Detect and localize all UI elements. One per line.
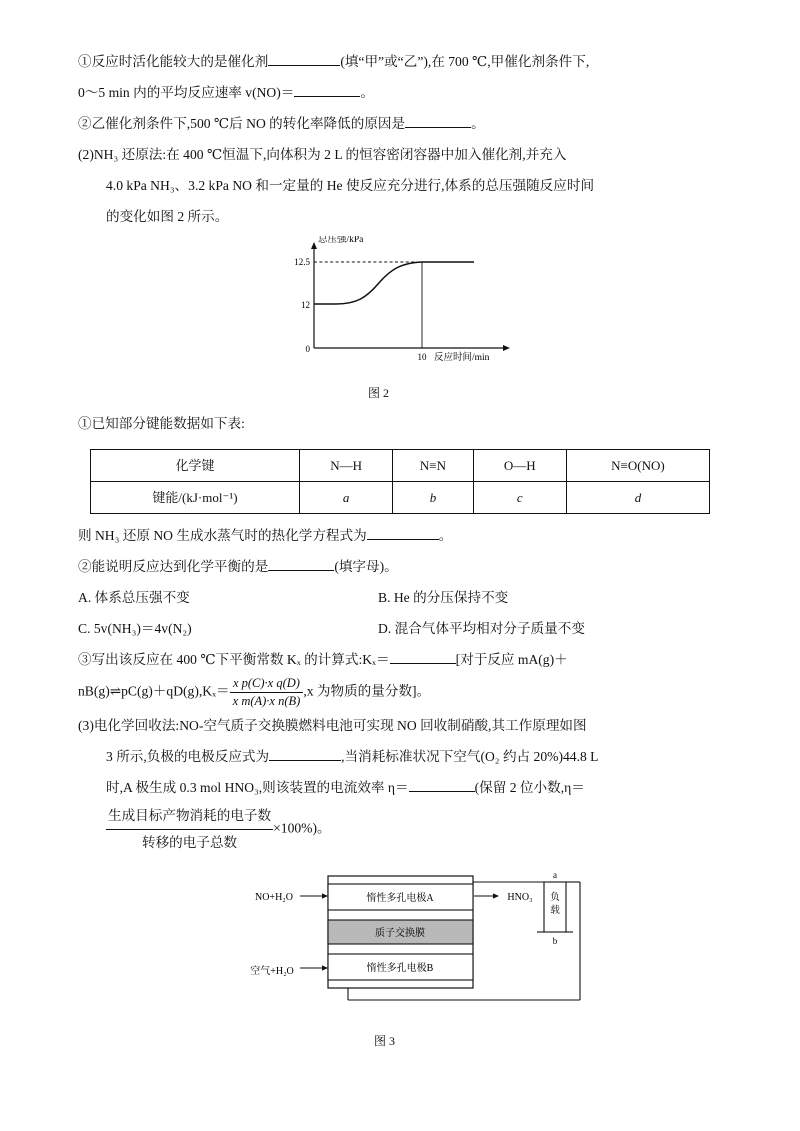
answer-blank[interactable] (268, 570, 334, 571)
q3-text1: (3)电化学回收法:NO-空气质子交换膜燃料电池可实现 NO 回收制硝酸,其工作原理如图 (78, 718, 587, 733)
q3-text5: (保留 2 位小数,η＝ (474, 780, 585, 795)
q2-thermo-period: 。 (438, 528, 453, 543)
figure-2-chart (274, 236, 534, 376)
answer-blank[interactable] (405, 127, 471, 128)
q2-choices-row1 (78, 582, 726, 613)
table-cell: d (566, 482, 709, 514)
q2-head-line1 (78, 139, 726, 170)
table-header-cell: N—H (300, 450, 393, 482)
figure-2-container (78, 236, 726, 408)
svg-text:负: 负 (550, 893, 560, 903)
q2-head-line3 (78, 201, 726, 232)
q1-item1-text: ①反应时活化能较大的是催化剂 (78, 54, 269, 69)
answer-blank[interactable] (268, 65, 340, 66)
q2-head3-text: 的变化如图 2 所示。 (106, 209, 229, 224)
q2-sub1-text: ①已知部分键能数据如下表: (78, 416, 245, 431)
answer-blank[interactable] (367, 539, 439, 540)
question-body (78, 46, 726, 1058)
svg-text:12.5: 12.5 (294, 257, 310, 267)
choice-b: B. He 的分压保持不变 (378, 590, 509, 605)
svg-text:10: 10 (417, 352, 427, 362)
figure-3-container (78, 868, 726, 1058)
q2-sub3-formula-post: ,x 为物质的量分数]。 (303, 683, 431, 699)
choice-a: A. 体系总压强不变 (78, 590, 190, 605)
q2-sub2-text2: (填字母)。 (334, 559, 398, 574)
q2-sub3-line1 (78, 644, 726, 675)
answer-blank[interactable] (269, 760, 341, 761)
q1-item2-period: 。 (471, 116, 485, 131)
svg-text:a: a (553, 870, 557, 880)
figure-3-diagram (228, 868, 628, 1018)
q1-item2 (78, 108, 726, 139)
table-header-cell: N≡O(NO) (566, 450, 709, 482)
q3-line4 (78, 803, 726, 856)
figure-2-caption: 图 2 (368, 386, 390, 400)
q2-sub2 (78, 551, 726, 582)
q2-sub3-formula-pre: nB(g)⇌pC(g)＋qD(g),Kₓ＝ (78, 683, 230, 699)
answer-blank[interactable] (409, 791, 475, 792)
table-header-cell: O—H (473, 450, 566, 482)
bond-energy-table-wrap (78, 449, 726, 514)
answer-blank[interactable] (294, 96, 360, 97)
svg-text:惰性多孔电极A: 惰性多孔电极A (366, 893, 434, 904)
table-header-cell: 化学键 (91, 450, 300, 482)
table-header-cell: N≡N (393, 450, 473, 482)
svg-text:b: b (552, 936, 558, 946)
q3-line1 (78, 710, 726, 741)
svg-text:NO+H₂O: NO+H₂O (254, 892, 294, 903)
answer-blank[interactable] (390, 663, 456, 664)
q2-head-line2 (78, 170, 726, 201)
svg-text:惰性多孔电极B: 惰性多孔电极B (366, 963, 434, 974)
kx-fraction: $\frac{\text{x p(C)·x q(D)}}{\text{x m(A)·x n(B)}}$ (230, 675, 304, 710)
q2-sub3-text: ③写出该反应在 400 ℃下平衡常数 Kₓ 的计算式:Kₓ＝ (78, 652, 390, 667)
q2-head1-text: (2)NH₃ 还原法:在 400 ℃恒温下,向体积为 2 L 的恒容密闭容器中加入催化剂,并充入 (78, 147, 567, 162)
q3-text3: ,当消耗标准状况下空气(O₂ 约占 20%)44.8 L (341, 749, 599, 764)
q3-text4: 时,A 极生成 0.3 mol HNO₃,则该装置的电流效率 η＝ (106, 780, 409, 795)
q2-after-table (78, 520, 726, 551)
q2-sub2-text: ②能说明反应达到化学平衡的是 (78, 559, 269, 574)
q1-item1-text2: (填“甲”或“乙”),在 700 ℃,甲催化剂条件下, (340, 54, 590, 69)
q1-rate-text: 0～5 min 内的平均反应速率 v(NO)＝ (78, 85, 295, 100)
table-cell: b (393, 482, 473, 514)
q2-sub3-text2: [对于反应 mA(g)＋ (455, 652, 568, 667)
table-cell: a (300, 482, 393, 514)
q2-head2-text: 4.0 kPa NH₃、3.2 kPa NO 和一定量的 He 使反应充分进行,体系的总压强随反应时间 (106, 178, 595, 193)
q2-sub3-line2 (78, 675, 726, 710)
q3-text2: 3 所示,负极的电极反应式为 (106, 749, 270, 764)
svg-text:12: 12 (301, 300, 310, 310)
choice-d: D. 混合气体平均相对分子质量不变 (378, 621, 585, 636)
bond-energy-table (90, 449, 710, 514)
svg-text:质子交换膜: 质子交换膜 (375, 928, 425, 939)
choice-c: C. 5v(NH₃)＝4v(N₂) (78, 621, 192, 636)
q2-choices-row2 (78, 613, 726, 644)
q3-line2 (78, 741, 726, 772)
figure-3-caption: 图 3 (374, 1034, 396, 1048)
q2-thermo-text: 则 NH₃ 还原 NO 生成水蒸气时的热化学方程式为 (78, 528, 367, 543)
q1-item2-text: ②乙催化剂条件下,500 ℃后 NO 的转化率降低的原因是 (78, 116, 406, 131)
table-cell: c (473, 482, 566, 514)
table-row (91, 450, 710, 482)
svg-text:空气+H₂O: 空气+H₂O (250, 966, 294, 977)
q2-sub1 (78, 408, 726, 439)
svg-text:0: 0 (305, 344, 310, 354)
table-row (91, 482, 710, 514)
q3-text6: ×100%)。 (273, 820, 331, 836)
q1-item1-line1 (78, 46, 726, 77)
q1-item1-line2 (78, 77, 726, 108)
table-cell: 键能/(kJ·mol⁻¹) (91, 482, 300, 514)
svg-text:总压强/kPa: 总压强/kPa (318, 236, 364, 245)
svg-text:反应时间/min: 反应时间/min (434, 353, 490, 363)
svg-text:HNO₃: HNO₃ (507, 892, 533, 903)
q3-line3 (78, 772, 726, 803)
q1-period: 。 (360, 85, 374, 100)
efficiency-fraction: $\frac{\text{生成目标产物消耗的电子数}}{\text{转移的电子总数}}$ (106, 803, 273, 856)
svg-text:载: 载 (550, 906, 560, 916)
